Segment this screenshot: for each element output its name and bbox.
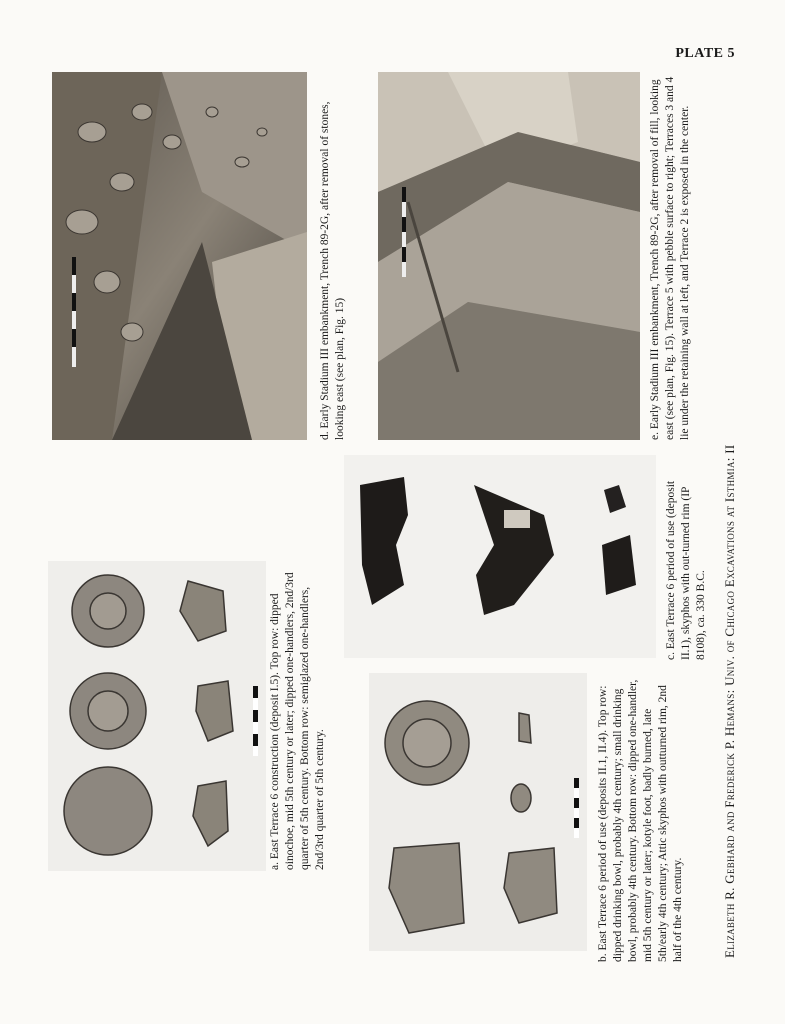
caption-e: e. Early Stadium III embankment, Trench 89-2G, after removal of fill, looking east (see plan, Fig. 15). Terrace 5 with pebble surface to right; Terraces 3 and 4 lie under the retaining wall at left, and Terrace 2 is exposed in the center. xyxy=(649,76,691,440)
photo-b-pottery xyxy=(369,673,587,951)
caption-d: d. Early Stadium III embankment, Trench 89-2G, after removal of stones, looking east (see plan, Fig. 15) xyxy=(319,101,346,440)
photo-a-pottery xyxy=(48,561,266,871)
photo-e-embankment-fill xyxy=(378,72,640,440)
caption-c: c. East Terrace 6 period of use (deposit II.1), skyphos with out-turned rim (IP 8108), ca. 330 B.C. xyxy=(665,480,707,660)
caption-b: b. East Terrace 6 period of use (deposits II.1, II.4). Top row: dipped drinking bowl, probably 4th century; small drinking bowl, probably 4th century. Bottom row: dipped one-handler, mid 5th century or later; kotyle foot, badly burned, late 5th/early 4th century; Attic skyphos with outturned rim, 2nd half of the 4th century. xyxy=(597,679,684,962)
running-footer: Elizabeth R. Gebhard and Frederick P. Hemans: Univ. of Chicago Excavations at Isthmia: II xyxy=(722,444,737,958)
caption-a: a. East Terrace 6 construction (deposit I.5). Top row: dipped oinochoe, mid 5th century or later; dipped one-handlers, 2nd/3rd quarter of 5th century. Bottom row: semiglazed one-handlers, 2nd/3rd quarter of 5th century. xyxy=(269,572,326,870)
photo-d-embankment-stones xyxy=(52,72,307,440)
photo-c-skyphos xyxy=(344,455,656,658)
plate-label: PLATE 5 xyxy=(675,46,735,61)
